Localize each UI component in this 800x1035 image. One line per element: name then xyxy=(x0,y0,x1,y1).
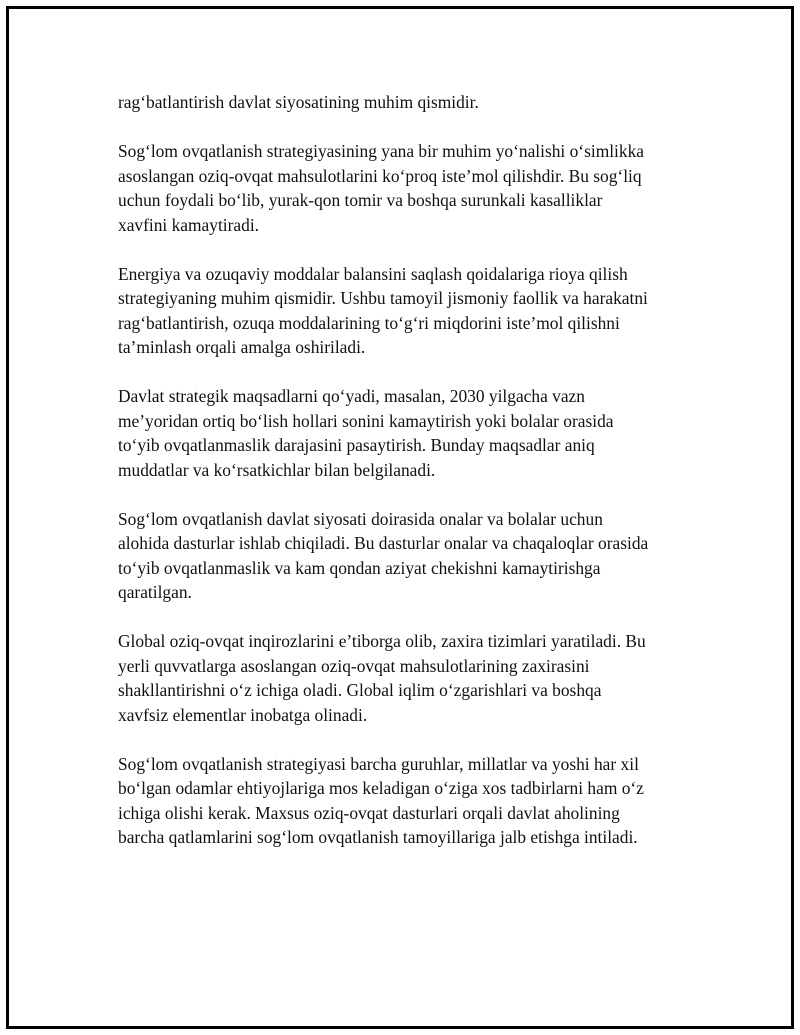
text-line: me’yoridan ortiq bo‘lish hollari sonini kamaytirish yoki bolalar orasida xyxy=(118,410,614,431)
text-line: ichiga olishi kerak. Maxsus oziq-ovqat dasturlari orqali davlat aholining xyxy=(118,802,620,823)
text-line: Global oziq-ovqat inqirozlarini e’tiborga olib, zaxira tizimlari yaratiladi. Bu xyxy=(118,631,646,651)
text-line: asoslangan oziq-ovqat mahsulotlarini ko‘proq iste’mol qilishdir. Bu sog‘liq xyxy=(118,165,642,186)
text-line: xavfini kamaytiradi. xyxy=(118,214,260,235)
text-line: xavfsiz elementlar inobatga olinadi. xyxy=(118,704,368,725)
text-line: to‘yib ovqatlanmaslik va kam qondan aziyat chekishni kamaytirishga xyxy=(118,557,601,578)
document-body xyxy=(118,90,698,874)
text-line: barcha qatlamlarini sog‘lom ovqatlanish tamoyillariga jalb etishga intiladi. xyxy=(118,827,638,847)
paragraph-2 xyxy=(118,139,698,237)
paragraph-1 xyxy=(118,90,698,115)
text-line: Sog‘lom ovqatlanish davlat siyosati doirasida onalar va bolalar uchun xyxy=(118,508,603,529)
text-line: uchun foydali bo‘lib, yurak-qon tomir va boshqa surunkali kasalliklar xyxy=(118,190,603,210)
text-line: yerli quvvatlarga asoslangan oziq-ovqat mahsulotlarining zaxirasini xyxy=(118,655,590,676)
paragraph-3 xyxy=(118,262,698,360)
text-line: Energiya va ozuqaviy moddalar balansini saqlash qoidalariga rioya qilish xyxy=(118,263,628,284)
text-line: shakllantirishni o‘z ichiga oladi. Global iqlim o‘zgarishlari va boshqa xyxy=(118,680,602,700)
text-line: ta’minlash orqali amalga oshiriladi. xyxy=(118,337,366,357)
text-line: rag‘batlantirish davlat siyosatining muhim qismidir. xyxy=(118,92,479,112)
text-line: qaratilgan. xyxy=(118,582,192,602)
text-line: muddatlar va ko‘rsatkichlar bilan belgilanadi. xyxy=(118,459,436,480)
paragraph-6 xyxy=(118,629,698,727)
text-line: to‘yib ovqatlanmaslik darajasini pasaytirish. Bunday maqsadlar aniq xyxy=(118,435,595,455)
paragraph-5 xyxy=(118,507,698,605)
text-line: Davlat strategik maqsadlarni qo‘yadi, masalan, 2030 yilgacha vazn xyxy=(118,386,585,406)
text-line: bo‘lgan odamlar ehtiyojlariga mos keladigan o‘ziga xos tadbirlarni ham o‘z xyxy=(118,778,644,798)
text-line: strategiyaning muhim qismidir. Ushbu tamoyil jismoniy faollik va harakatni xyxy=(118,288,648,308)
paragraph-7 xyxy=(118,752,698,850)
text-line: Sog‘lom ovqatlanish strategiyasining yana bir muhim yo‘nalishi o‘simlikka xyxy=(118,141,644,161)
paragraph-4 xyxy=(118,384,698,482)
text-line: Sog‘lom ovqatlanish strategiyasi barcha guruhlar, millatlar va yoshi har xil xyxy=(118,753,639,774)
text-line: alohida dasturlar ishlab chiqiladi. Bu dasturlar onalar va chaqaloqlar orasida xyxy=(118,533,649,553)
text-line: rag‘batlantirish, ozuqa moddalarining to‘g‘ri miqdorini iste’mol qilishni xyxy=(118,312,620,333)
